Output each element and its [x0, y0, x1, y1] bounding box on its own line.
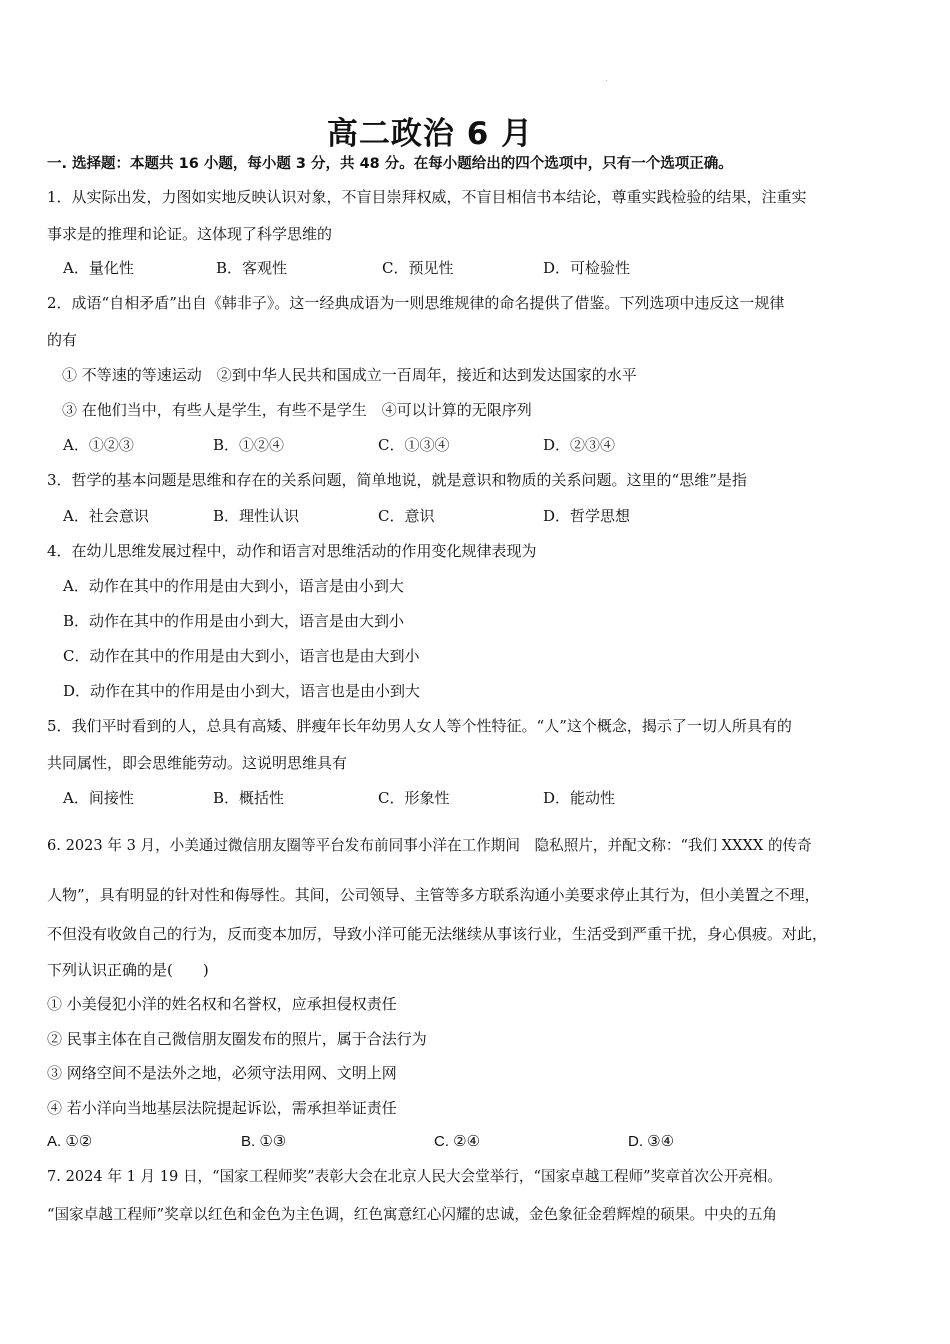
- q5-option-a: A．间接性: [63, 789, 134, 807]
- q1-stem-line1: 1．从实际出发，力图如实地反映认识对象，不盲目崇拜权威，不盲目相信书本结论，尊重实践检验的结果，注重实: [47, 188, 807, 206]
- q2-items-1-2: ① 不等速的等速运动 ②到中华人民共和国成立一百周年，接近和达到发达国家的水平: [62, 366, 637, 384]
- q5-options: [0, 788, 950, 808]
- q7-stem-line2: “国家卓越工程师”奖章以红色和金色为主色调，红色寓意红心闪耀的忠诚，金色象征金碧辉煌的硕果。中央的五角: [47, 1206, 778, 1223]
- q2-option-b: B．①②④: [213, 436, 285, 454]
- q2-option-c: C．①③④: [378, 436, 450, 454]
- q2-options: [0, 435, 950, 455]
- q1-option-c: C．预见性: [382, 259, 454, 277]
- decorative-dot: ·: [605, 76, 608, 85]
- page-title: 高二政治 6 月: [326, 116, 534, 152]
- q1-option-a: A．量化性: [63, 259, 134, 277]
- q2-items-3-4: ③ 在他们当中，有些人是学生，有些不是学生 ④可以计算的无限序列: [62, 401, 532, 419]
- q4-option-b: B．动作在其中的作用是由小到大，语言是由大到小: [63, 612, 405, 630]
- q6-stem-line3: 不但没有收敛自己的行为，反而变本加厉，导致小洋可能无法继续从事该行业，生活受到严重干扰，身心俱疲。对此，: [47, 925, 828, 943]
- q6-item-3: ③ 网络空间不是法外之地，必须守法用网、文明上网: [47, 1064, 397, 1082]
- q5-option-c: C．形象性: [378, 789, 450, 807]
- q5-stem-line2: 共同属性，即会思维能劳动。这说明思维具有: [47, 754, 348, 772]
- q3-option-c: C．意识: [378, 507, 435, 525]
- q7-stem-line1: 7. 2024 年 1 月 19 日，“国家工程师奖”表彰大会在北京人民大会堂举行，“国家卓越工程师”奖章首次公开亮相。: [47, 1168, 782, 1185]
- q3-option-b: B．理性认识: [213, 507, 300, 525]
- q1-option-d: D．可检验性: [543, 259, 631, 277]
- q6-item-1: ① 小美侵犯小洋的姓名权和名誉权，应承担侵权责任: [47, 995, 397, 1013]
- q6-option-d: D. ③④: [628, 1133, 675, 1150]
- section-heading: 一. 选择题：本题共 16 小题，每小题 3 分，共 48 分。在每小题给出的四个选项中，只有一个选项正确。: [47, 156, 733, 172]
- q2-option-a: A．①②③: [63, 436, 134, 454]
- q4-stem-line1: 4．在幼儿思维发展过程中，动作和语言对思维活动的作用变化规律表现为: [47, 542, 537, 560]
- q6-stem-line2: 人物”，具有明显的针对性和侮辱性。其间，公司领导、主管等多方联系沟通小美要求停止其行为，但小美置之不理，: [47, 886, 820, 904]
- q6-stem-line1: 6. 2023 年 3 月，小美通过微信朋友圈等平台发布前同事小洋在工作期间 隐私照片，并配文称：“我们 XXXX 的传奇: [47, 837, 812, 854]
- q1-option-b: B．客观性: [216, 259, 288, 277]
- q3-stem-line1: 3．哲学的基本问题是思维和存在的关系问题，简单地说，就是意识和物质的关系问题。这里的“思维”是指: [47, 471, 747, 489]
- q1-stem-line2: 事求是的推理和论证。这体现了科学思维的: [47, 225, 333, 243]
- q6-options: [0, 1132, 950, 1152]
- q2-stem-line1: 2．成语“自相矛盾”出自《韩非子》。这一经典成语为一则思维规律的命名提供了借鉴。下列选项中违反这一规律: [47, 294, 785, 312]
- q6-option-a: A. ①②: [47, 1133, 93, 1150]
- q2-option-d: D．②③④: [543, 436, 616, 454]
- q6-stem-line4: 下列认识正确的是( ): [47, 961, 209, 979]
- q3-options: [0, 506, 950, 526]
- q5-option-d: D．能动性: [543, 789, 616, 807]
- q5-option-b: B．概括性: [213, 789, 285, 807]
- q4-option-a: A．动作在其中的作用是由大到小，语言是由小到大: [63, 577, 404, 595]
- q4-option-d: D．动作在其中的作用是由小到大，语言也是由小到大: [63, 682, 421, 700]
- q2-stem-line2: 的有: [47, 331, 78, 349]
- q4-option-c: C．动作在其中的作用是由大到小，语言也是由大到小: [63, 647, 420, 665]
- q3-option-a: A．社会意识: [63, 507, 149, 525]
- q6-option-c: C. ②④: [434, 1133, 481, 1150]
- q5-stem-line1: 5．我们平时看到的人，总具有高矮、胖瘦年长年幼男人女人等个性特征。“人”这个概念，揭示了一切人所具有的: [47, 717, 792, 735]
- q6-item-2: ② 民事主体在自己微信朋友圈发布的照片，属于合法行为: [47, 1030, 427, 1048]
- q3-option-d: D．哲学思想: [543, 507, 631, 525]
- q1-options: [0, 258, 950, 278]
- q6-option-b: B. ①③: [241, 1133, 287, 1150]
- q6-item-4: ④ 若小洋向当地基层法院提起诉讼，需承担举证责任: [47, 1099, 397, 1117]
